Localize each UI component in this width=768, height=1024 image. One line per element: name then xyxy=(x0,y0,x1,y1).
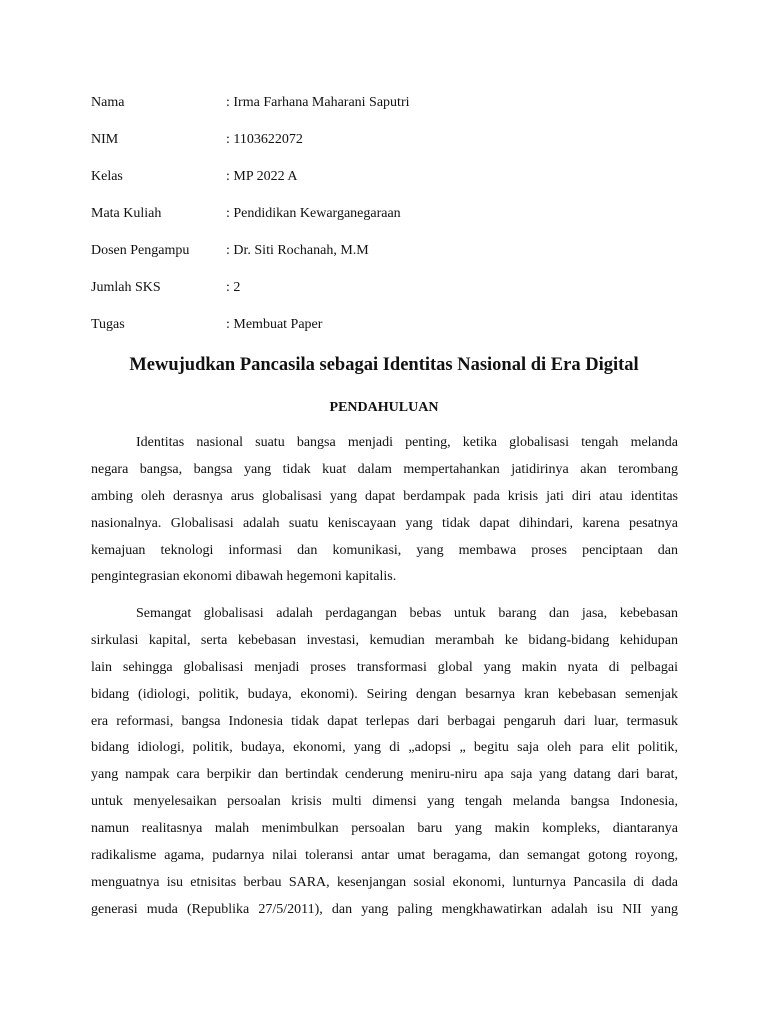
info-label: Jumlah SKS xyxy=(91,280,161,295)
info-row-tugas xyxy=(91,316,691,353)
paragraph-line: Semangat globalisasi adalah perdagangan bebas untuk barang dan jasa, kebebasan xyxy=(136,606,678,621)
paragraph-line: ambing oleh derasnya arus globalisasi yang dapat berdampak pada krisis jati diri atau identitas xyxy=(91,488,678,504)
paragraph-line: menguatnya isu etnisitas berbau SARA, kesenjangan sosial ekonomi, lunturnya Pancasila di dada xyxy=(91,874,678,890)
paragraph-line: kemajuan teknologi informasi dan komunikasi, yang membawa proses penciptaan dan xyxy=(91,542,678,558)
info-row-jumlah-sks xyxy=(91,279,691,316)
info-label: Kelas xyxy=(91,169,123,184)
info-label: Tugas xyxy=(91,317,125,332)
paragraph-line: era reformasi, bangsa Indonesia tidak dapat terlepas dari berbagai pengaruh dari luar, termasuk xyxy=(91,713,678,729)
info-row-nim xyxy=(91,131,691,168)
info-value: : Membuat Paper xyxy=(226,317,323,332)
info-label: NIM xyxy=(91,132,119,147)
paragraph-line: negara bangsa, bangsa yang tidak kuat dalam mempertahankan jatidirinya akan terombang xyxy=(91,461,678,477)
info-value: : Dr. Siti Rochanah, M.M xyxy=(226,243,369,258)
paragraph-1 xyxy=(91,434,678,595)
paragraph-line: generasi muda (Republika 27/5/2011), dan yang paling mengkhawatirkan adalah isu NII yang xyxy=(91,901,678,917)
paper-title: Mewujudkan Pancasila sebagai Identitas Nasional di Era Digital xyxy=(129,355,639,375)
paragraph-line: pengintegrasian ekonomi dibawah hegemoni kapitalis. xyxy=(91,569,397,585)
info-value: : 2 xyxy=(226,280,241,295)
paragraph-line: nasionalnya. Globalisasi adalah suatu keniscayaan yang tidak dapat dihindari, karena pesatnya xyxy=(91,515,678,531)
info-row-mata-kuliah xyxy=(91,205,691,242)
paragraph-line: bidang idiologi, politik, budaya, ekonomi, yang di „adopsi „ begitu saja oleh para elit politik, xyxy=(91,740,678,756)
info-row-nama xyxy=(91,94,691,131)
section-heading: PENDAHULUAN xyxy=(329,400,439,415)
paragraph-line: lain sehingga globalisasi menjadi proses transformasi global yang makin nyata di pelbagai xyxy=(91,659,678,675)
paragraph-line: sirkulasi kapital, serta kebebasan investasi, kemudian merambah ke bidang-bidang kehidupan xyxy=(91,632,678,648)
info-value: : Irma Farhana Maharani Saputri xyxy=(226,95,410,110)
info-label: Nama xyxy=(91,95,125,110)
info-value: : 1103622072 xyxy=(226,132,303,147)
paragraph-line: untuk menyelesaikan persoalan krisis multi dimensi yang tengah melanda bangsa Indonesia, xyxy=(91,794,678,810)
info-value: : MP 2022 A xyxy=(226,169,298,184)
paragraph-line: yang nampak cara berpikir dan bertindak cenderung meniru-niru apa saja yang datang dari barat, xyxy=(91,767,678,783)
info-row-dosen-pengampu xyxy=(91,242,691,279)
info-label: Mata Kuliah xyxy=(91,206,162,221)
paragraph-line: radikalisme agama, pudarnya nilai toleransi antar umat beragama, dan semangat gotong royong, xyxy=(91,848,678,864)
student-info-block xyxy=(91,94,691,353)
paragraph-line: namun realitasnya malah menimbulkan persoalan baru yang makin kompleks, diantaranya xyxy=(91,821,678,837)
info-row-kelas xyxy=(91,168,691,205)
paragraph-line: Identitas nasional suatu bangsa menjadi penting, ketika globalisasi tengah melanda xyxy=(136,435,678,450)
paragraph-line: bidang (idiologi, politik, budaya, ekonomi). Seiring dengan besarnya kran kebebasan semenjak xyxy=(91,686,678,702)
paragraph-2 xyxy=(91,605,678,928)
info-value: : Pendidikan Kewarganegaraan xyxy=(226,206,401,221)
info-label: Dosen Pengampu xyxy=(91,243,190,258)
